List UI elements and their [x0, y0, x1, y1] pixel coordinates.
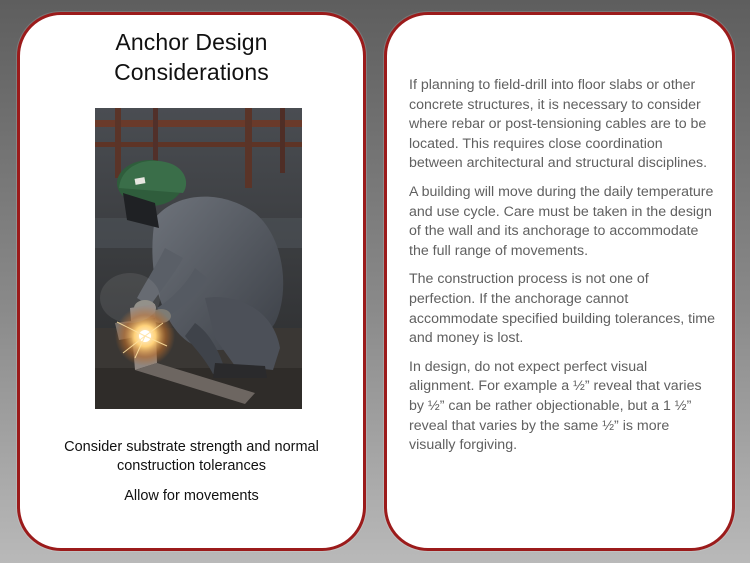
body-text	[409, 76, 716, 465]
slide-title	[20, 27, 363, 87]
caption-substrate: Consider substrate strength and normal construction tolerances	[64, 439, 319, 474]
welder-photo	[95, 108, 302, 409]
caption-movements: Allow for movements	[124, 488, 259, 504]
title-line-2: Considerations	[114, 59, 269, 85]
paragraph-tolerances: The construction process is not one of perfection. If the anchorage cannot accommodate specified building tolerances, time and money is lost.	[409, 271, 715, 347]
paragraph-alignment: In design, do not expect perfect visual alignment. For example a ½” reveal that varies by ½” can be rather objectionable, but a 1 ½” reveal that varies by the same ½” is more visually forgiving.	[409, 358, 702, 454]
paragraph-rebar: If planning to field-drill into floor slabs or other concrete structures, it is necessary to consider where rebar or post-tensioning cables are to be located. This requires close coordination between architectural and structural disciplines.	[409, 77, 708, 172]
title-line-1: Anchor Design	[115, 29, 268, 55]
left-card	[17, 12, 366, 551]
right-card	[384, 12, 735, 551]
paragraph-movement: A building will move during the daily temperature and use cycle. Care must be taken in the design of the wall and its anchorage to accommodate the full range of movements.	[409, 183, 714, 259]
